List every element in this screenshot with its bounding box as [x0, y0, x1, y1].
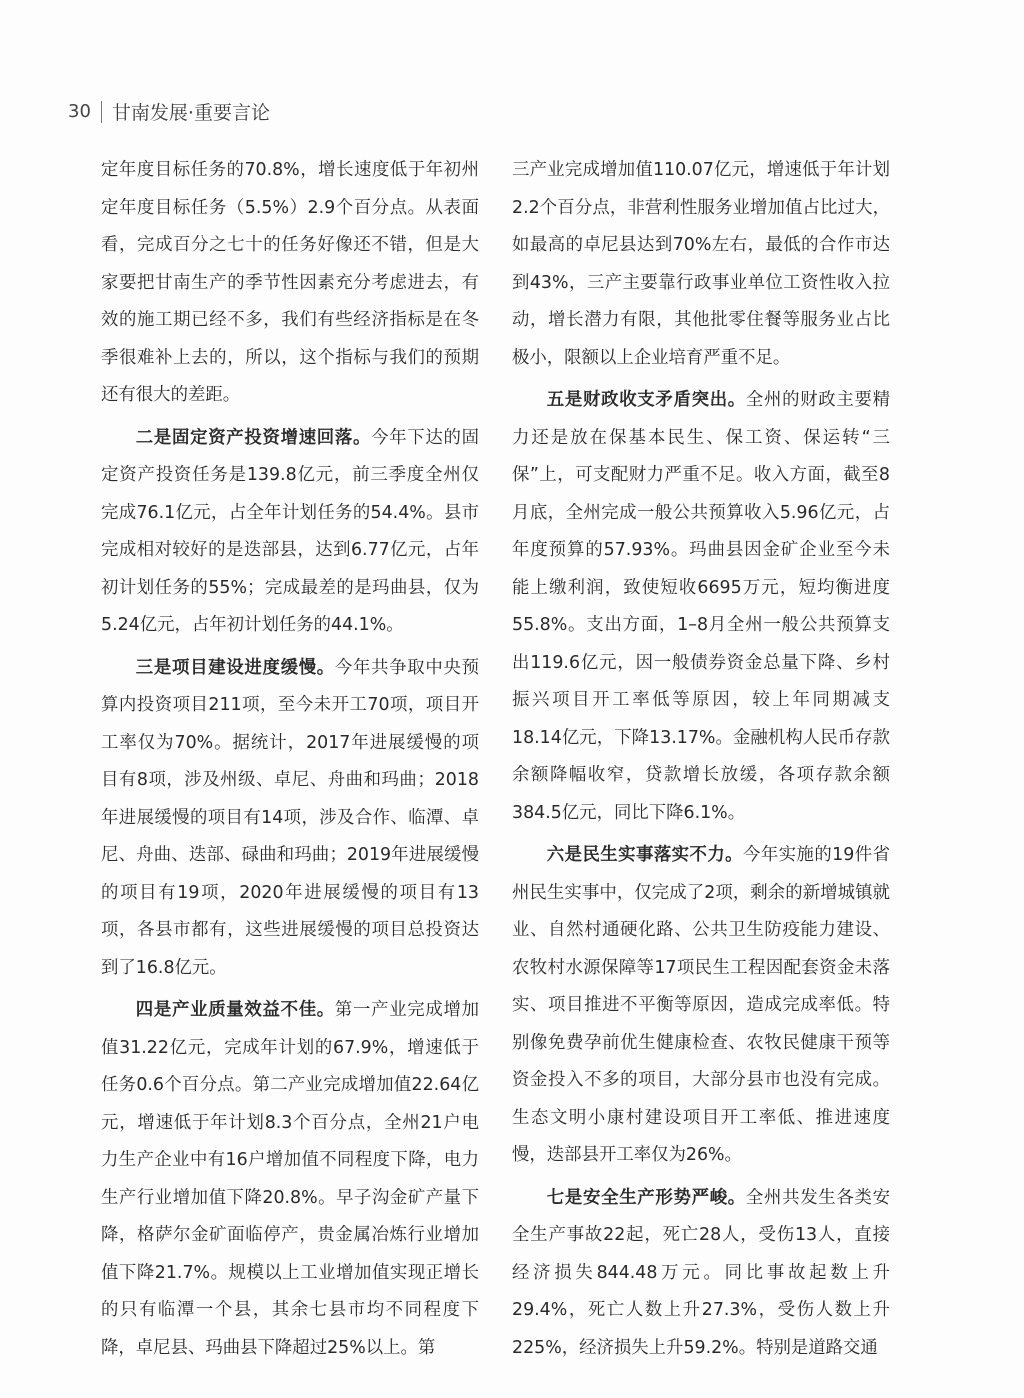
page-number: 30 — [68, 101, 91, 122]
paragraph-text: 定年度目标任务的70.8%，增长速度低于年初州定年度目标任务（5.5%）2.9个百分点。从表面看，完成百分之七十的任务好像还不错，但是大家要把甘南生产的季节性因素充分考虑进去，有效的施工期已经不多，我们有些经济指标是在冬季很难补上去的，所以，这个指标与我们的预期还有很大的差距。 — [101, 160, 479, 405]
right-column — [512, 152, 890, 1372]
paragraph-text: 今年共争取中央预算内投资项目211项，至今未开工70项，项目开工率仅为70%。据统计，2017年进展缓慢的项目有8项，涉及州级、卓尼、舟曲和玛曲；2018年进展缓慢的项目有14项，涉及合作、临潭、卓尼、舟曲、迭部、碌曲和玛曲；2019年进展缓慢的项目有19项，2020年进展缓慢的项目有13项，各县市都有，这些进展缓慢的项目总投资达到了16.8亿元。 — [101, 657, 479, 978]
paragraph-text: 第一产业完成增加值31.22亿元，完成年计划的67.9%，增速低于任务0.6个百分点。第二产业完成增加值22.64亿元，增速低于年计划8.3个百分点，全州21户电力生产企业中有16户增加值不同程度下降，电力生产行业增加值下降20.8%。早子沟金矿产量下降，格萨尔金矿面临停产，贵金属冶炼行业增加值下降21.7%。规模以上工业增加值实现正增长的只有临潭一个县，其余七县市均不同程度下降，卓尼县、玛曲县下降超过25%以上。第 — [101, 1000, 479, 1358]
paragraph — [101, 420, 479, 645]
paragraph-text: 今年实施的19件省州民生实事中，仅完成了2项，剩余的新增城镇就业、自然村通硬化路、公共卫生防疫能力建设、农牧村水源保障等17项民生工程因配套资金未落实、项目推进不平衡等原因，造成完成率低。特别像免费孕前优生健康检查、农牧民健康干预等资金投入不多的项目，大部分县市也没有完成。生态文明小康村建设项目开工率低、推进速度慢，迭部县开工率仅为26%。 — [512, 845, 890, 1165]
paragraph-text: 今年下达的固定资产投资任务是139.8亿元，前三季度全州仅完成76.1亿元，占全年计划任务的54.4%。县市完成相对较好的是迭部县，达到6.77亿元，占年初计划任务的55%；完成最差的是玛曲县，仅为5.24亿元，占年初计划任务的44.1%。 — [101, 427, 479, 635]
paragraph-lead: 六是民生实事落实不力。 — [546, 845, 743, 865]
paragraph-text: 三产业完成增加值110.07亿元，增速低于年计划2.2个百分点，非营利性服务业增加值占比过大，如最高的卓尼县达到70%左右，最低的合作市达到43%，三产主要靠行政事业单位工资性收入拉动，增长潜力有限，其他批零住餐等服务业占比极小，限额以上企业培育严重不足。 — [512, 160, 890, 368]
section-title: 甘南发展·重要言论 — [111, 102, 270, 124]
page-header — [68, 98, 270, 125]
paragraph — [512, 837, 890, 1175]
paragraph-text: 全州的财政主要精力还是放在保基本民生、保工资、保运转“三保”上，可支配财力严重不足。收入方面，截至8月底，全州完成一般公共预算收入5.96亿元，占年度预算的57.93%。玛曲县因金矿企业至今未能上缴利润，致使短收6695万元，短均衡进度55.8%。支出方面，1–8月全州一般公共预算支出119.6亿元，因一般债券资金总量下降、乡村振兴项目开工率低等原因，较上年同期减支18.14亿元，下降13.17%。金融机构人民币存款余额降幅收窄，贷款增长放缓，各项存款余额384.5亿元，同比下降6.1%。 — [512, 390, 890, 823]
paragraph-lead: 二是固定资产投资增速回落。 — [135, 427, 372, 448]
paragraph-lead: 四是产业质量效益不佳。 — [135, 1000, 335, 1020]
paragraph-lead: 七是安全生产形势严峻。 — [546, 1187, 746, 1208]
paragraph — [512, 1180, 890, 1368]
paragraph — [512, 152, 890, 377]
left-column — [101, 152, 479, 1372]
paragraph — [101, 650, 479, 988]
header-divider — [101, 101, 102, 123]
paragraph — [101, 152, 479, 415]
paragraph-text: 全州共发生各类安全生产事故22起，死亡28人，受伤13人，直接经济损失844.48万元。同比事故起数上升29.4%，死亡人数上升27.3%，受伤人数上升225%，经济损失上升59.2%。特别是道路交通 — [512, 1187, 890, 1358]
paragraph-lead: 三是项目建设进度缓慢。 — [135, 657, 335, 678]
paragraph — [512, 382, 890, 832]
paragraph — [101, 992, 479, 1367]
paragraph-lead: 五是财政收支矛盾突出。 — [546, 390, 746, 410]
